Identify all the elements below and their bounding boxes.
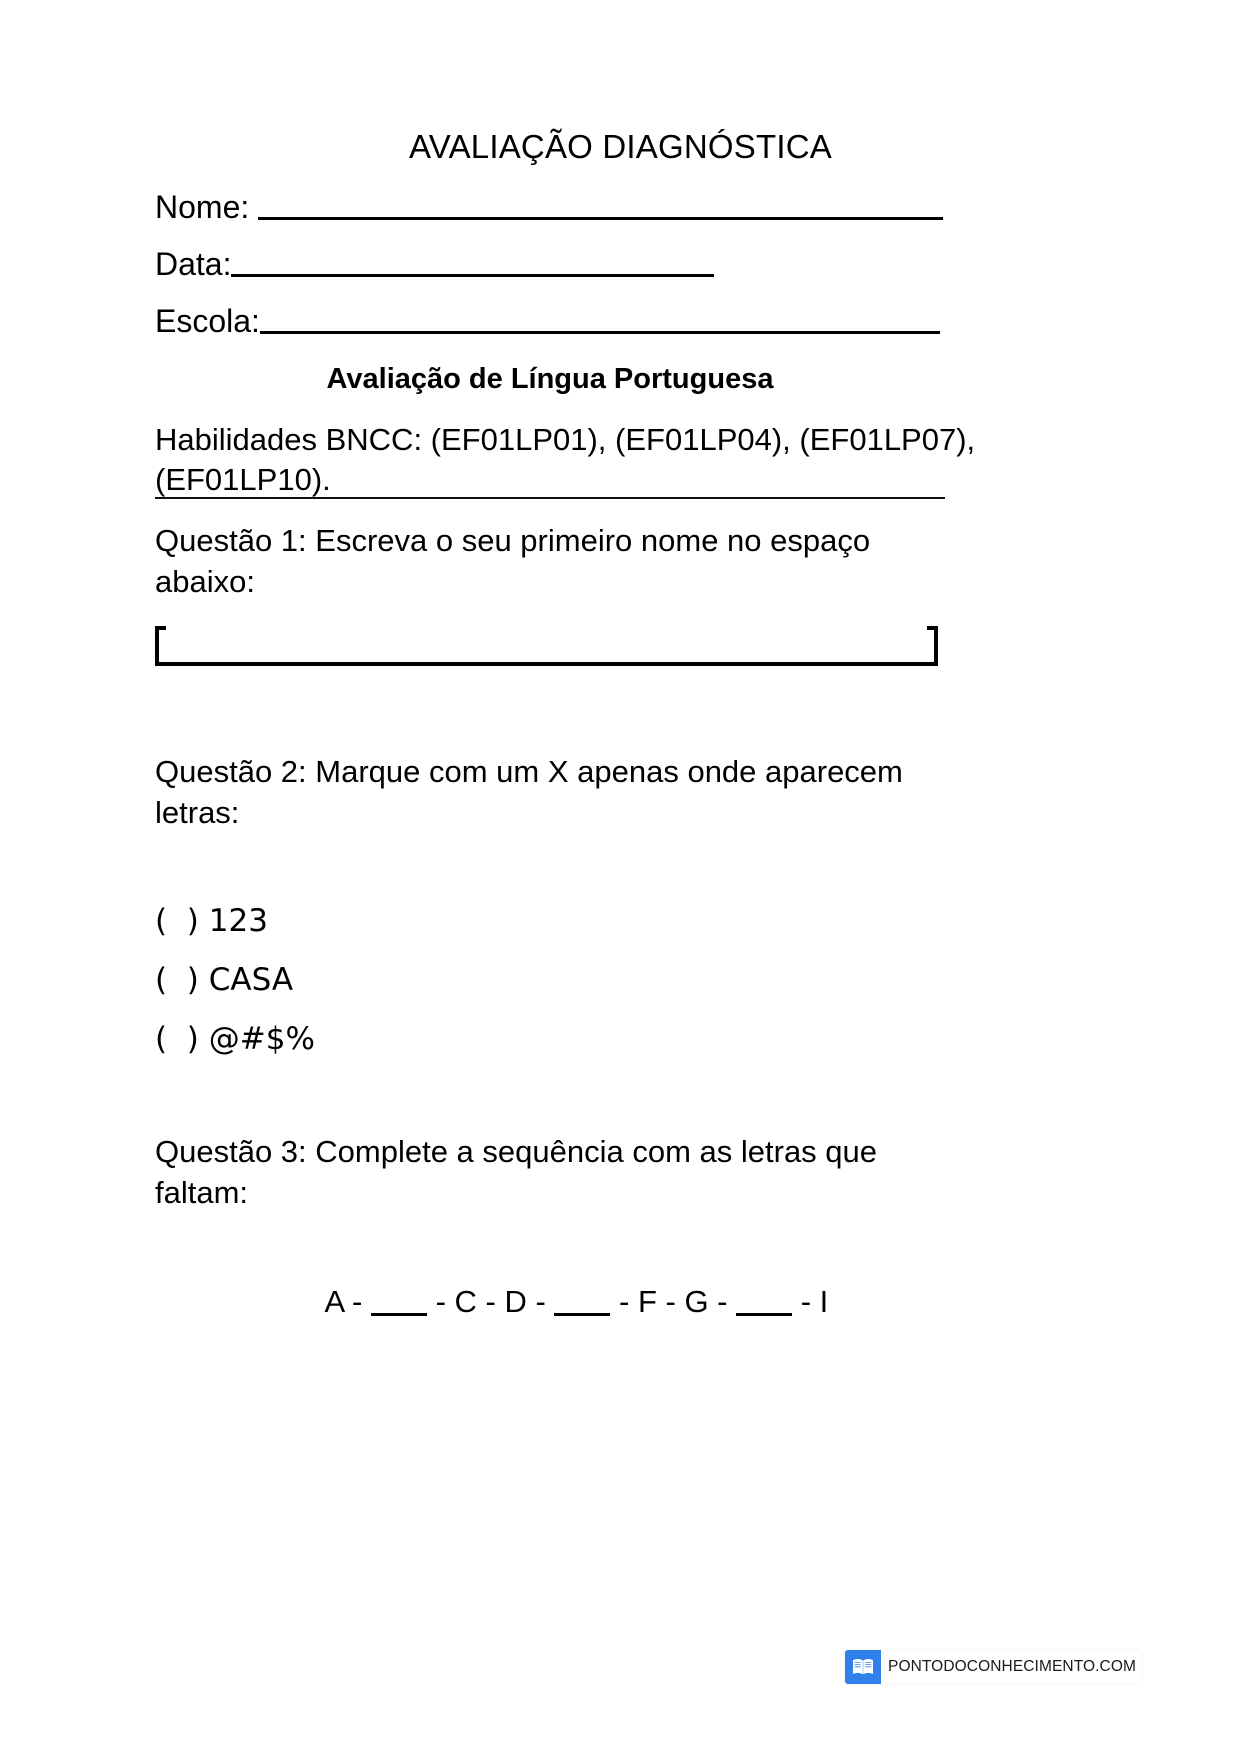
open-bracket-icon [155,626,166,666]
field-input-escola[interactable] [260,331,940,334]
sequence-blank-1[interactable] [371,1313,427,1316]
page-title: AVALIAÇÃO DIAGNÓSTICA [409,128,832,165]
section-divider [155,497,945,499]
question-1-text: Questão 1: Escreva o seu primeiro nome no espaço abaixo: [155,523,871,599]
field-row-nome [155,190,943,225]
bncc-line-2: (EF01LP10). [155,461,331,497]
question-2-text: Questão 2: Marque com um X apenas onde aparecem letras: [155,754,903,830]
bncc-line-1: Habilidades BNCC: (EF01LP01), (EF01LP04), (EF01LP07), [155,422,976,457]
sequence-blank-2[interactable] [554,1313,610,1316]
field-input-nome[interactable] [258,217,943,220]
bncc-skills [155,420,976,499]
field-label-escola: Escola: [155,303,260,339]
field-row-escola [155,304,940,339]
close-bracket-icon [927,626,938,666]
option-checkbox-123[interactable]: ( ) 123 [155,903,268,939]
sequence-part-4: - I [792,1284,829,1319]
option-checkbox-casa[interactable]: ( ) CASA [155,962,294,998]
question-3-text: Questão 3: Complete a sequência com as letras que faltam: [155,1134,878,1210]
field-input-data[interactable] [231,274,714,277]
book-icon [845,1650,881,1684]
watermark-badge[interactable] [845,1650,1142,1684]
sequence-blank-3[interactable] [736,1313,792,1316]
question-3-sequence [155,1248,965,1356]
question-1-answer-field[interactable] [155,626,938,666]
sequence-part-2: - C - D - [426,1284,555,1319]
answer-rule [164,662,929,666]
field-label-data: Data: [155,246,232,282]
field-label-nome: Nome: [155,189,259,225]
sequence-part-3: - F - G - [610,1284,737,1319]
question-2-options [155,903,655,1083]
watermark-text: PONTODOCONHECIMENTO.COM [881,1650,1142,1684]
subject-title: Avaliação de Língua Portuguesa [326,363,774,395]
sequence-part-1: A - [324,1284,371,1319]
option-checkbox-symbols[interactable]: ( ) @#$% [155,1021,315,1057]
field-row-data [155,247,714,282]
